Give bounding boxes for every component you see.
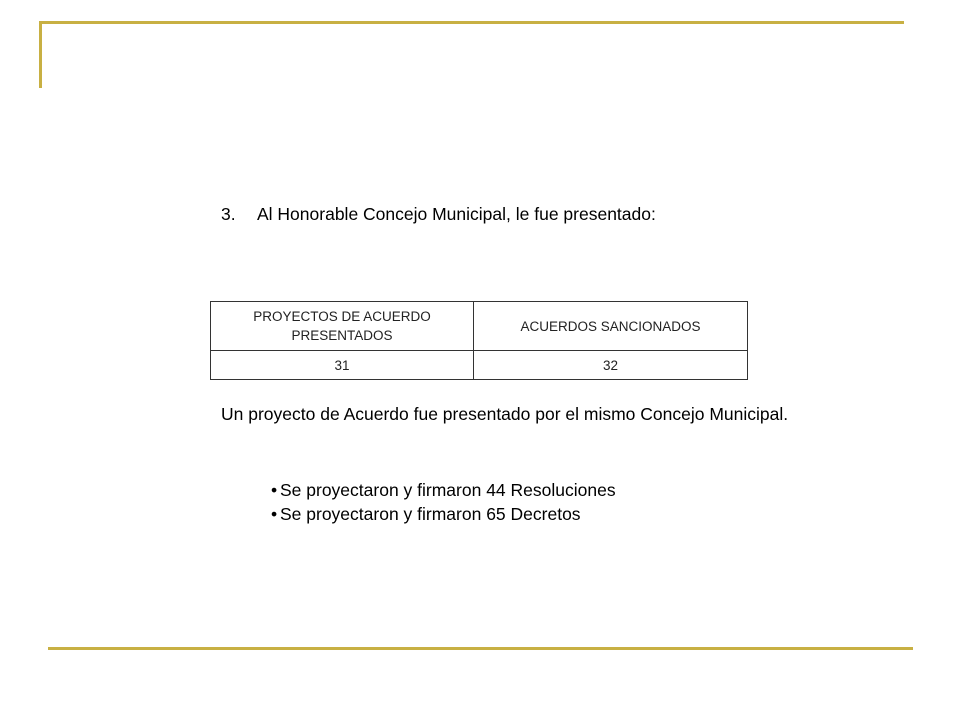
table-header-cell: ACUERDOS SANCIONADOS: [474, 302, 748, 351]
left-decorative-rule: [39, 21, 42, 88]
item-text: Al Honorable Concejo Municipal, le fue presentado:: [257, 204, 656, 224]
table-header-cell: PROYECTOS DE ACUERDO PRESENTADOS: [211, 302, 474, 351]
results-table: [210, 301, 748, 380]
list-item-text: Se proyectaron y firmaron 65 Decretos: [280, 504, 581, 524]
bullet-dot-icon: •: [271, 504, 278, 524]
bottom-decorative-rule: [48, 647, 913, 650]
bullet-list: [271, 478, 616, 526]
table-cell: 31: [211, 351, 474, 380]
bullet-dot-icon: •: [271, 480, 278, 500]
table-header-row: [211, 302, 748, 351]
top-decorative-rule: [40, 21, 904, 24]
list-item-text: Se proyectaron y firmaron 44 Resoluciones: [280, 480, 616, 500]
item-number: 3.: [221, 204, 236, 224]
body-paragraph: Un proyecto de Acuerdo fue presentado por el mismo Concejo Municipal.: [221, 404, 789, 424]
table-cell: 32: [474, 351, 748, 380]
list-item: [271, 502, 616, 526]
list-item: [271, 478, 616, 502]
numbered-item: [221, 204, 656, 225]
table-row: [211, 351, 748, 380]
